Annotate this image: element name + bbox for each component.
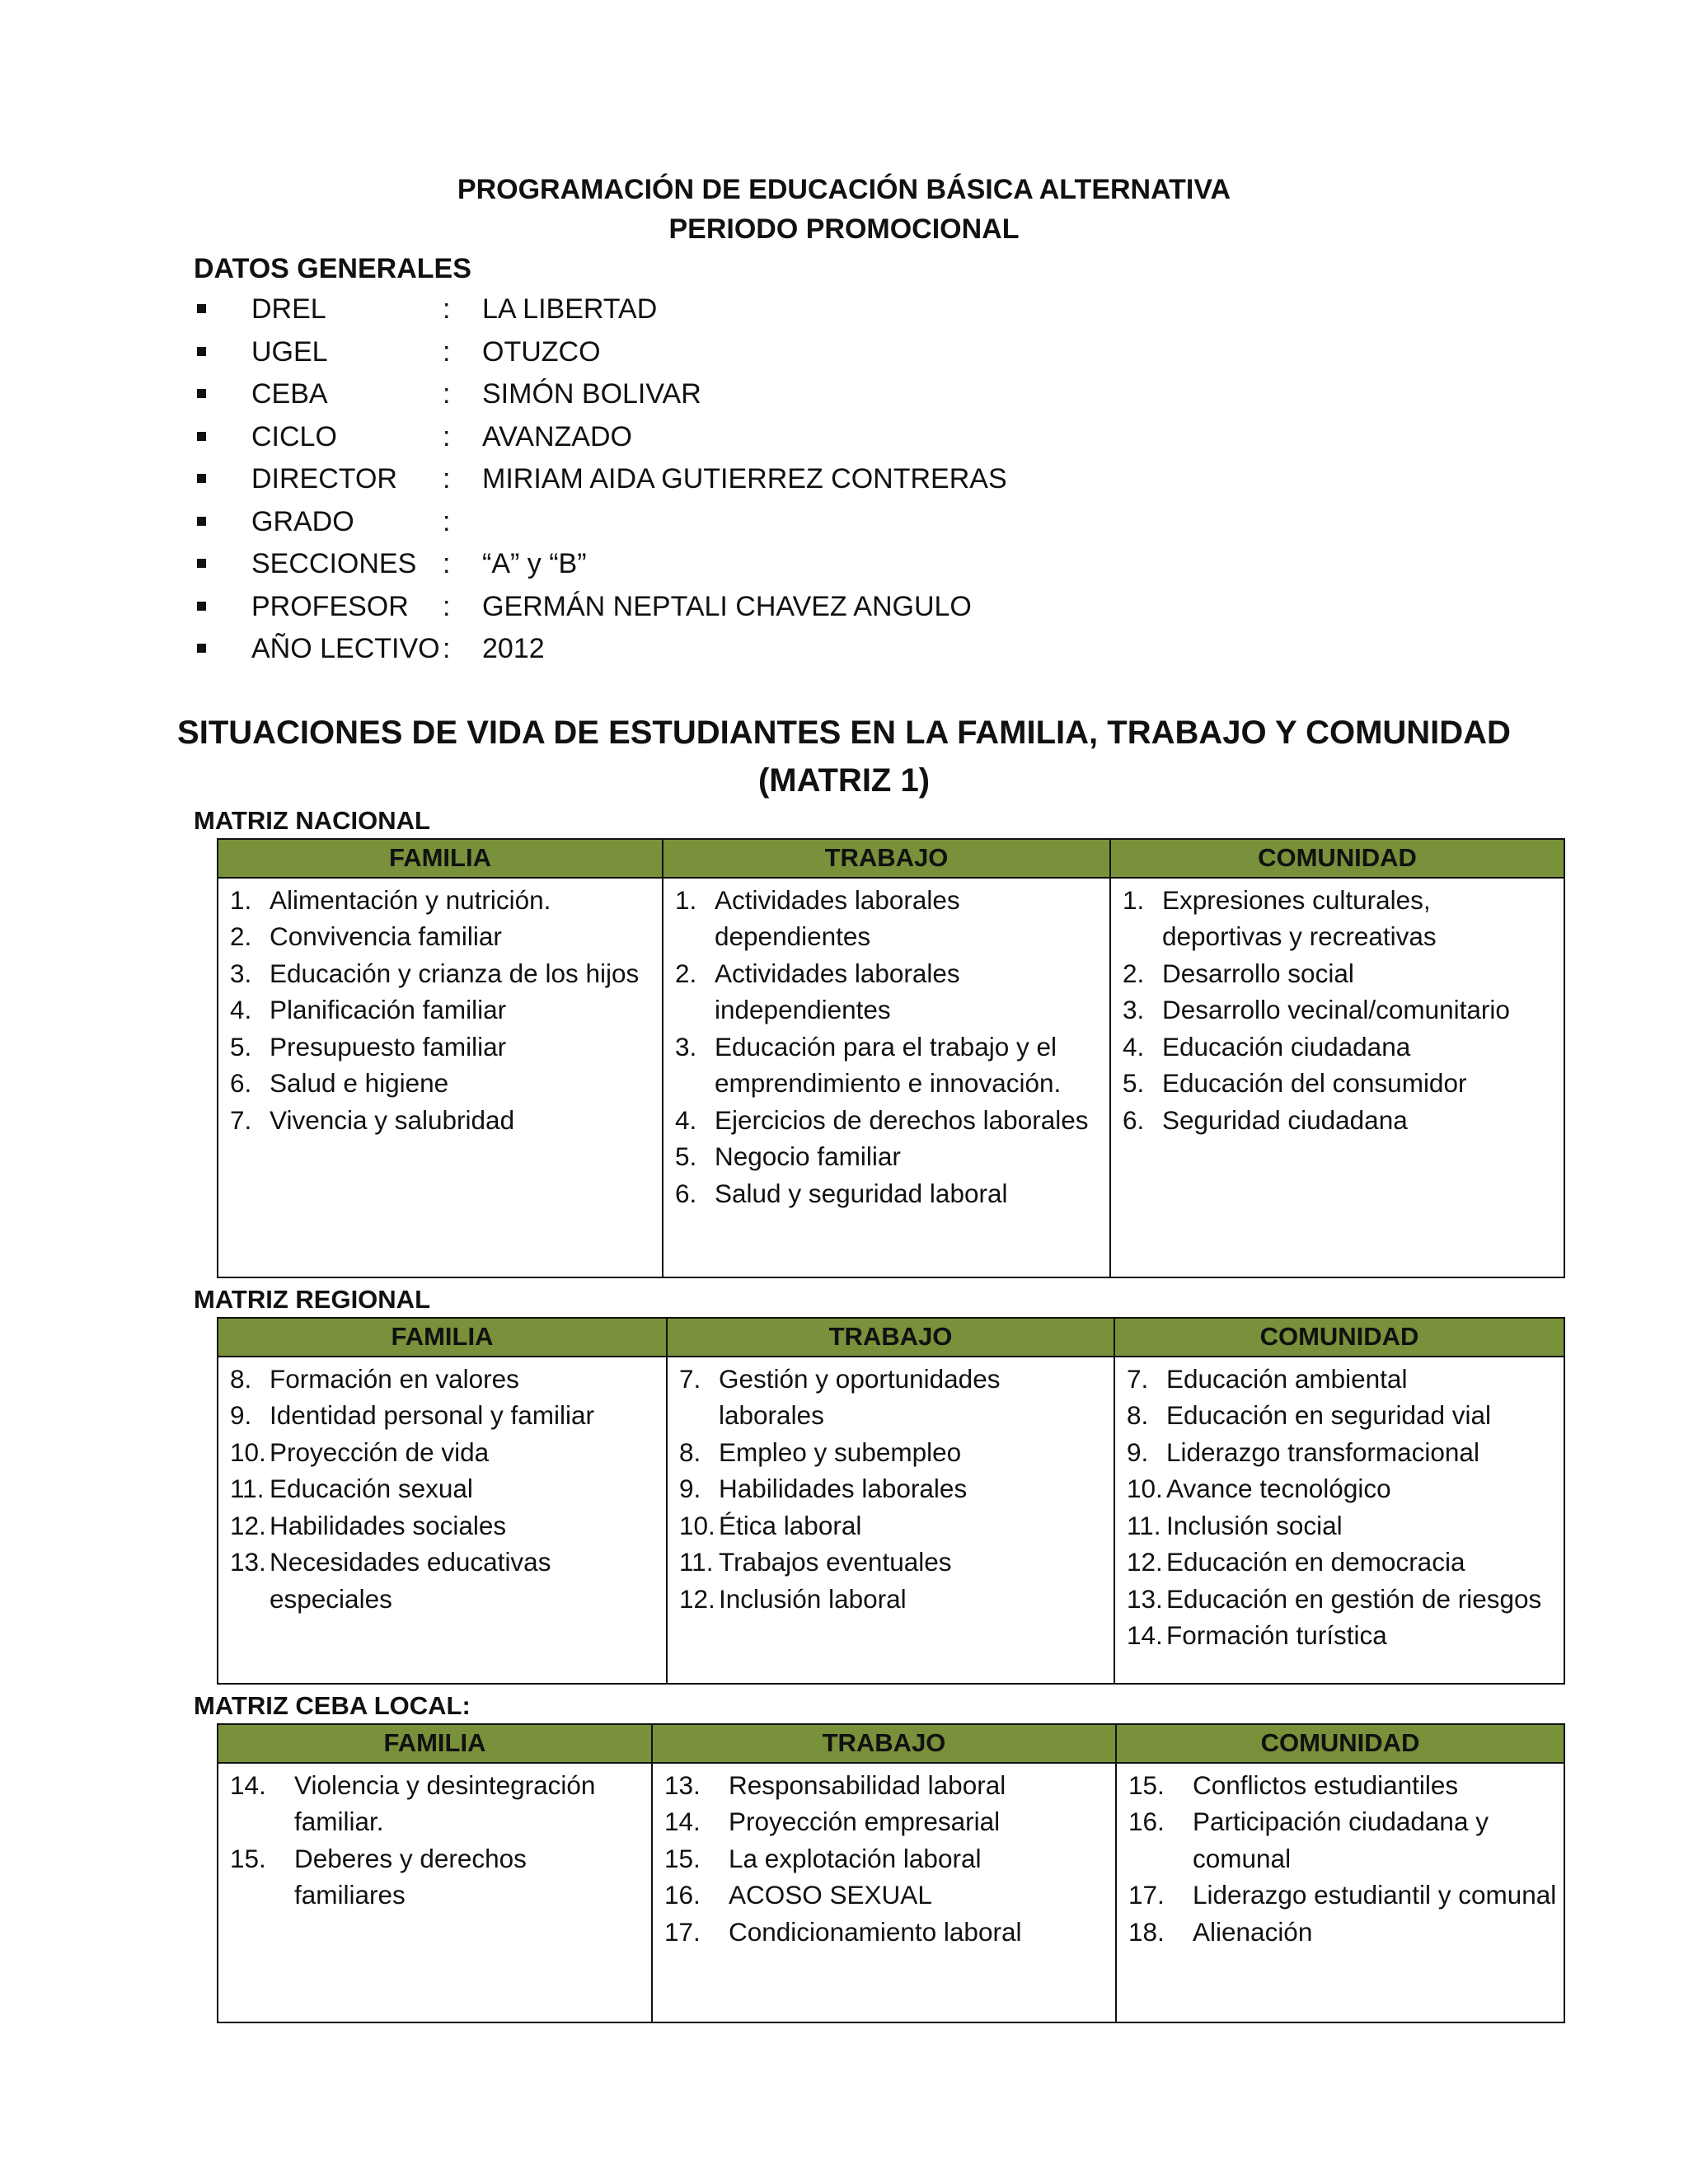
list-item-number: 8. [230, 1363, 252, 1394]
list-item [230, 1397, 659, 1434]
list-item [1127, 1617, 1557, 1654]
list-item-number: 3. [230, 958, 252, 988]
list-item-text: Inclusión social [1166, 1510, 1343, 1540]
list-item-text: Educación en gestión de riesgos [1166, 1583, 1542, 1614]
list-item [230, 918, 655, 955]
list-item-text: Gestión y oportunidades laborales [719, 1363, 1001, 1430]
list-item-number: 10. [230, 1436, 266, 1467]
list-item-text: Habilidades laborales [719, 1474, 968, 1503]
list-item [675, 882, 1103, 955]
trabajo-cell [663, 878, 1110, 1278]
list-item [1127, 1507, 1557, 1544]
general-row-profesor: PROFESOR : GERMÁN NEPTALI CHAVEZ ANGULO [194, 586, 1265, 629]
list-item-text: Educación ciudadana [1162, 1031, 1411, 1062]
list-item-text: Ética laboral [719, 1510, 862, 1540]
table-header-row [218, 1724, 1564, 1763]
bullet-icon [197, 389, 206, 398]
general-row-ceba: CEBA : SIMÓN BOLIVAR [194, 373, 1265, 416]
document-title: PROGRAMACIÓN DE EDUCACIÓN BÁSICA ALTERNATIVA [457, 174, 1231, 205]
list-item [230, 1840, 645, 1914]
list-item-text: Trabajos eventuales [719, 1547, 952, 1577]
situaciones-title: SITUACIONES DE VIDA DE ESTUDIANTES EN LA FAMILIA, TRABAJO Y COMUNIDAD [177, 715, 1511, 751]
bullet-icon [197, 559, 206, 568]
list-item-text: Ejercicios de derechos laborales [715, 1104, 1089, 1135]
general-data-heading: DATOS GENERALES [194, 253, 471, 284]
bullet-icon [197, 432, 206, 441]
list-item [679, 1544, 1107, 1581]
list-item-number: 4. [675, 1104, 697, 1135]
column-header-familia: FAMILIA [218, 1724, 652, 1763]
list-item-number: 12. [679, 1583, 715, 1614]
list-item [230, 1470, 659, 1507]
column-header-comunidad: COMUNIDAD [1116, 1724, 1564, 1763]
list-item [230, 1507, 659, 1544]
list-item-number: 14. [230, 1769, 266, 1800]
list-item-text: Desarrollo social [1162, 958, 1354, 988]
list-item-number: 14. [1127, 1620, 1163, 1650]
list-item-number: 1. [675, 884, 697, 915]
matriz-nacional-label: MATRIZ NACIONAL [194, 806, 430, 835]
list-item-text: Actividades laborales independientes [715, 958, 960, 1024]
list-item-number: 15. [230, 1843, 266, 1873]
list-item-text: Actividades laborales dependientes [715, 884, 960, 951]
list-item [664, 1767, 1109, 1804]
list-item [1127, 1470, 1557, 1507]
matriz-regional-label: MATRIZ REGIONAL [194, 1285, 431, 1314]
list-item-text: Violencia y desintegración familiar. [294, 1769, 596, 1836]
bullet-icon [197, 644, 206, 653]
general-row-secciones: SECCIONES : “A” y “B” [194, 543, 1265, 586]
list-item-text: Alienación [1193, 1916, 1313, 1947]
list-item-number: 5. [675, 1141, 697, 1171]
list-item-number: 3. [1123, 995, 1145, 1024]
list-item [1127, 1434, 1557, 1471]
list-item-text: Salud e higiene [270, 1068, 449, 1098]
list-item [679, 1507, 1107, 1544]
list-item-text: Educación del consumidor [1162, 1068, 1467, 1098]
list-item-text: Presupuesto familiar [270, 1031, 507, 1062]
list-item [1123, 1065, 1557, 1102]
document-subtitle: PERIODO PROMOCIONAL [668, 213, 1020, 245]
list-item-number: 7. [679, 1363, 701, 1394]
list-item-number: 2. [1123, 958, 1145, 988]
table-row [218, 1357, 1564, 1685]
list-item [675, 1102, 1103, 1139]
list-item-number: 12. [230, 1510, 266, 1540]
list-item-number: 11. [230, 1474, 265, 1503]
list-item-number: 16. [1128, 1807, 1165, 1836]
column-header-trabajo: TRABAJO [667, 1318, 1114, 1357]
list-item-number: 12. [1127, 1547, 1163, 1577]
list-item-text: Educación en democracia [1166, 1547, 1465, 1577]
list-item [1128, 1767, 1557, 1804]
list-item-number: 6. [1123, 1104, 1145, 1135]
list-item-text: Vivencia y salubridad [270, 1104, 515, 1135]
list-item-text: Responsabilidad laboral [729, 1769, 1006, 1800]
list-item-number: 17. [664, 1916, 701, 1947]
list-item-number: 15. [1128, 1769, 1165, 1800]
list-item-number: 13. [230, 1547, 266, 1577]
familia-cell [218, 1357, 667, 1685]
list-item-number: 7. [230, 1104, 252, 1135]
table-row [218, 1763, 1564, 2023]
list-item [1128, 1803, 1557, 1877]
list-item [1123, 955, 1557, 992]
list-item-number: 16. [664, 1880, 701, 1910]
list-item-number: 6. [230, 1068, 252, 1098]
list-item-text: Proyección de vida [270, 1436, 490, 1467]
general-row-anio-lectivo: AÑO LECTIVO : 2012 [194, 628, 1265, 671]
list-item [1127, 1581, 1557, 1618]
list-item-number: 15. [664, 1843, 701, 1873]
list-item [679, 1361, 1107, 1434]
list-item-text: Conflictos estudiantiles [1193, 1769, 1459, 1800]
list-item-text: Negocio familiar [715, 1141, 901, 1171]
general-row-ciclo: CICLO : AVANZADO [194, 416, 1265, 459]
list-item-text: Educación sexual [270, 1474, 473, 1503]
list-item [1127, 1397, 1557, 1434]
list-item-text: Salud y seguridad laboral [715, 1178, 1008, 1208]
list-item [230, 1434, 659, 1471]
matriz-regional-table [217, 1317, 1565, 1685]
list-item-text: Formación turística [1166, 1620, 1387, 1650]
list-item [230, 1102, 655, 1139]
list-item-number: 9. [230, 1400, 252, 1430]
list-item-number: 1. [1123, 884, 1145, 915]
list-item-text: Educación ambiental [1166, 1363, 1408, 1394]
list-item-number: 5. [1123, 1068, 1145, 1098]
list-item-text: Alimentación y nutrición. [270, 884, 551, 915]
general-row-director: DIRECTOR : MIRIAM AIDA GUTIERREZ CONTRERAS [194, 458, 1265, 501]
list-item [230, 882, 655, 919]
list-item-number: 13. [664, 1769, 701, 1800]
list-item-number: 13. [1127, 1583, 1163, 1614]
list-item-text: Formación en valores [270, 1363, 519, 1394]
list-item [664, 1877, 1109, 1914]
trabajo-cell [667, 1357, 1114, 1685]
list-item [679, 1581, 1107, 1618]
list-item [1123, 1102, 1557, 1139]
list-item-number: 10. [679, 1510, 715, 1540]
list-item-number: 9. [1127, 1436, 1149, 1467]
list-item-number: 18. [1128, 1916, 1165, 1947]
column-header-trabajo: TRABAJO [663, 839, 1110, 878]
list-item [664, 1840, 1109, 1877]
matriz-local-label: MATRIZ CEBA LOCAL: [194, 1691, 471, 1720]
list-item-number: 10. [1127, 1474, 1163, 1503]
list-item [675, 1175, 1103, 1212]
list-item-number: 4. [230, 995, 252, 1024]
list-item [675, 955, 1103, 1029]
situaciones-subtitle: (MATRIZ 1) [757, 762, 931, 799]
list-item-number: 3. [675, 1031, 697, 1062]
column-header-comunidad: COMUNIDAD [1110, 839, 1564, 878]
list-item-text: Necesidades educativas especiales [270, 1547, 551, 1614]
comunidad-cell [1114, 1357, 1564, 1685]
list-item [230, 991, 655, 1029]
list-item [675, 1029, 1103, 1102]
list-item-text: Inclusión laboral [719, 1583, 907, 1614]
table-header-row [218, 1318, 1564, 1357]
list-item [1123, 991, 1557, 1029]
list-item-text: Proyección empresarial [729, 1807, 1001, 1836]
list-item-text: Habilidades sociales [270, 1510, 507, 1540]
general-row-ugel: UGEL : OTUZCO [194, 331, 1265, 374]
table-row [218, 878, 1564, 1278]
list-item [230, 1767, 645, 1840]
bullet-icon [197, 517, 206, 526]
list-item [1128, 1914, 1557, 1951]
list-item [230, 1029, 655, 1066]
list-item-text: Seguridad ciudadana [1162, 1104, 1408, 1135]
list-item-text: Liderazgo transformacional [1166, 1436, 1479, 1467]
comunidad-cell [1110, 878, 1564, 1278]
list-item [664, 1803, 1109, 1840]
list-item-text: La explotación laboral [729, 1843, 982, 1873]
list-item-number: 8. [1127, 1400, 1149, 1430]
familia-cell [218, 878, 663, 1278]
list-item [230, 1361, 659, 1398]
list-item-number: 9. [679, 1474, 701, 1503]
list-item-text: Deberes y derechos familiares [294, 1843, 527, 1910]
list-item-number: 7. [1127, 1363, 1149, 1394]
column-header-trabajo: TRABAJO [652, 1724, 1116, 1763]
comunidad-cell [1116, 1763, 1564, 2023]
list-item-number: 14. [664, 1807, 701, 1836]
list-item [1128, 1877, 1557, 1914]
list-item-number: 4. [1123, 1031, 1145, 1062]
list-item [1123, 1029, 1557, 1066]
list-item-number: 5. [230, 1031, 252, 1062]
list-item [664, 1914, 1109, 1951]
trabajo-cell [652, 1763, 1116, 2023]
list-item-text: Condicionamiento laboral [729, 1916, 1022, 1947]
column-header-familia: FAMILIA [218, 1318, 667, 1357]
list-item-text: Liderazgo estudiantil y comunal [1193, 1880, 1557, 1910]
list-item-number: 11. [679, 1547, 714, 1577]
matriz-local-table [217, 1723, 1565, 2023]
list-item-number: 1. [230, 884, 252, 915]
list-item [230, 1065, 655, 1102]
list-item [230, 1544, 659, 1617]
list-item [675, 1138, 1103, 1175]
list-item [1123, 882, 1557, 955]
list-item-number: 2. [230, 921, 252, 951]
list-item-text: ACOSO SEXUAL [729, 1880, 932, 1910]
general-row-grado: GRADO : [194, 501, 1265, 544]
bullet-icon [197, 474, 206, 483]
list-item-text: Avance tecnológico [1166, 1474, 1391, 1503]
bullet-icon [197, 304, 206, 313]
list-item-text: Identidad personal y familiar [270, 1400, 594, 1430]
familia-cell [218, 1763, 652, 2023]
list-item [679, 1470, 1107, 1507]
list-item-text: Planificación familiar [270, 995, 507, 1024]
list-item [230, 955, 655, 992]
bullet-icon [197, 602, 206, 611]
list-item [1127, 1361, 1557, 1398]
list-item-text: Participación ciudadana y comunal [1193, 1807, 1489, 1873]
matriz-nacional-table [217, 838, 1565, 1278]
list-item-number: 8. [679, 1436, 701, 1467]
list-item-text: Educación en seguridad vial [1166, 1400, 1492, 1430]
list-item-text: Educación para el trabajo y el emprendimiento e innovación. [715, 1031, 1062, 1098]
list-item [1127, 1544, 1557, 1581]
list-item-number: 6. [675, 1178, 697, 1208]
table-header-row [218, 839, 1564, 878]
list-item-text: Desarrollo vecinal/comunitario [1162, 995, 1510, 1024]
column-header-comunidad: COMUNIDAD [1114, 1318, 1564, 1357]
list-item-number: 11. [1127, 1510, 1161, 1540]
list-item [679, 1434, 1107, 1471]
general-row-drel: DREL : LA LIBERTAD [194, 288, 1265, 331]
list-item-number: 2. [675, 958, 697, 988]
list-item-number: 17. [1128, 1880, 1165, 1910]
bullet-icon [197, 347, 206, 356]
list-item-text: Convivencia familiar [270, 921, 502, 951]
column-header-familia: FAMILIA [218, 839, 663, 878]
general-data-list [194, 288, 1265, 671]
list-item-text: Expresiones culturales, deportivas y recreativas [1162, 884, 1437, 951]
list-item-text: Educación y crianza de los hijos [270, 958, 640, 988]
list-item-text: Empleo y subempleo [719, 1436, 962, 1467]
